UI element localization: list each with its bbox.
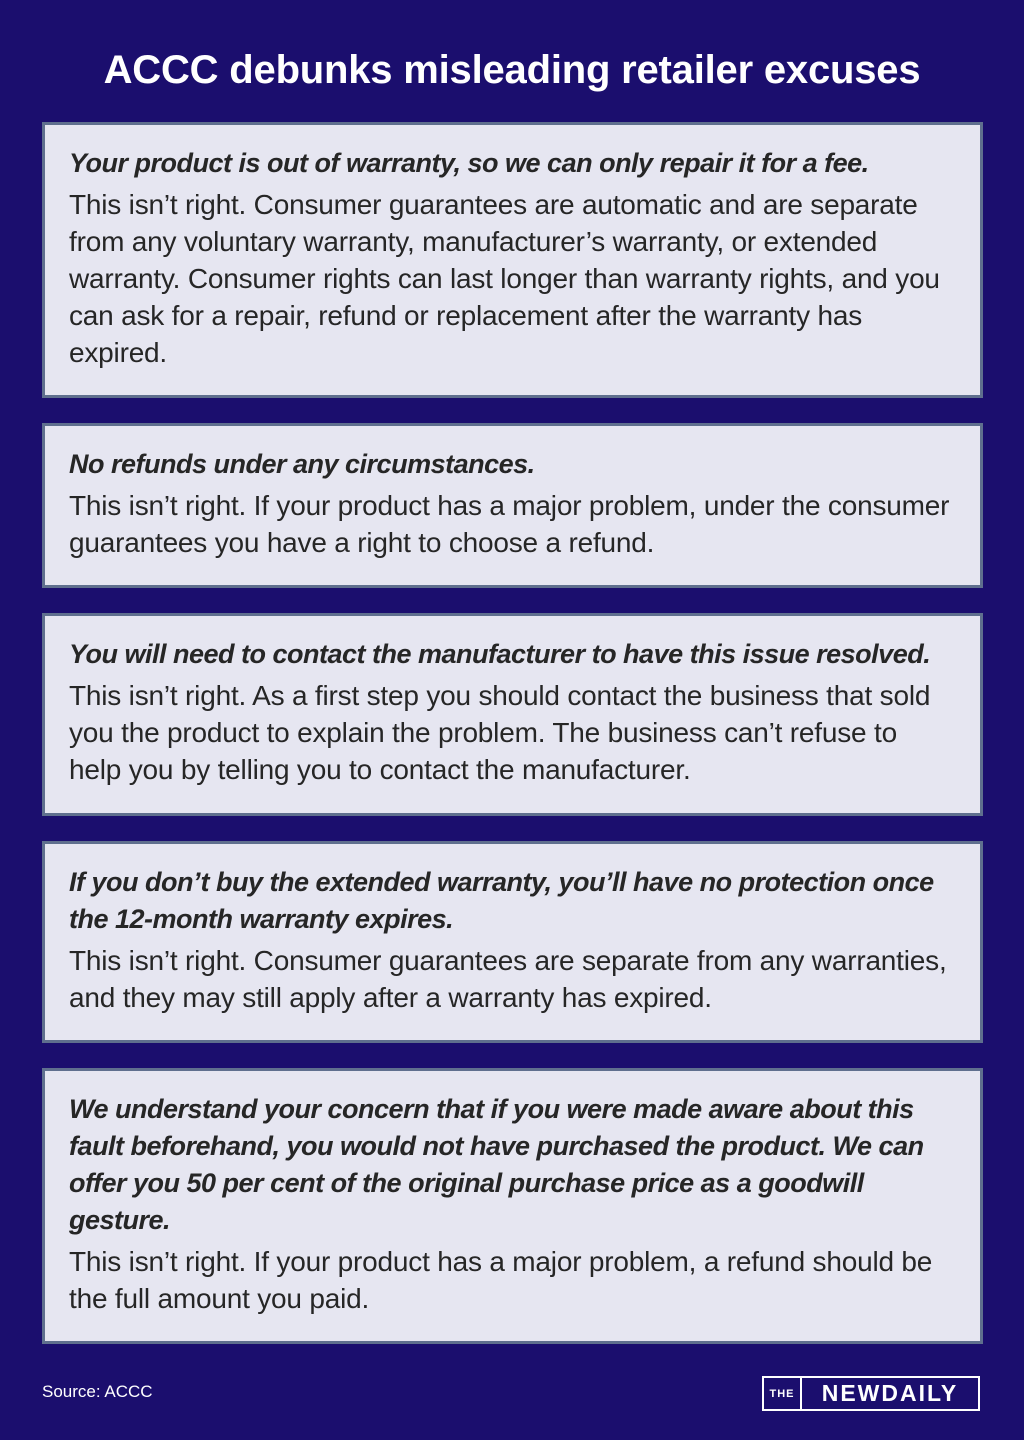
excuse-response: This isn’t right. If your product has a major problem, under the consumer guarantees you have a right to choose a refund. [69, 490, 950, 558]
excuse-response: This isn’t right. Consumer guarantees are automatic and are separate from any voluntary warranty, manufacturer’s warranty, or extended warranty. Consumer rights can last longer than warranty rights, and you can ask for a repair, refund or replacement after the warranty has expired. [69, 189, 940, 368]
excuse-card [42, 613, 983, 816]
excuse-claim: We understand your concern that if you were made aware about this fault beforehand, you would not have purchased the product. We can offer you 50 per cent of the original purchase price as a goodwill gesture. [69, 1094, 924, 1235]
excuse-response: This isn’t right. As a first step you should contact the business that sold you the product to explain the problem. The business can’t refuse to help you by telling you to contact the manufacturer. [69, 680, 931, 785]
excuse-card [42, 841, 983, 1043]
excuse-claim: No refunds under any circumstances. [69, 449, 535, 479]
excuse-card [42, 1068, 983, 1344]
excuse-claim: You will need to contact the manufacturer to have this issue resolved. [69, 639, 931, 669]
source-credit: Source: ACCC [42, 1382, 153, 1401]
page-title: ACCC debunks misleading retailer excuses [103, 48, 921, 92]
excuse-card [42, 122, 983, 398]
newdaily-logo [762, 1376, 980, 1411]
excuse-card [42, 423, 983, 588]
excuse-claim: If you don’t buy the extended warranty, you’ll have no protection once the 12-month warranty expires. [69, 867, 934, 934]
logo-name-text: NEWDAILY [821, 1380, 959, 1406]
logo-the-text: THE [764, 1378, 802, 1409]
excuse-response: This isn’t right. Consumer guarantees are separate from any warranties, and they may still apply after a warranty has expired. [69, 945, 947, 1013]
excuse-response: This isn’t right. If your product has a major problem, a refund should be the full amount you paid. [69, 1246, 933, 1314]
excuse-claim: Your product is out of warranty, so we can only repair it for a fee. [69, 148, 869, 178]
